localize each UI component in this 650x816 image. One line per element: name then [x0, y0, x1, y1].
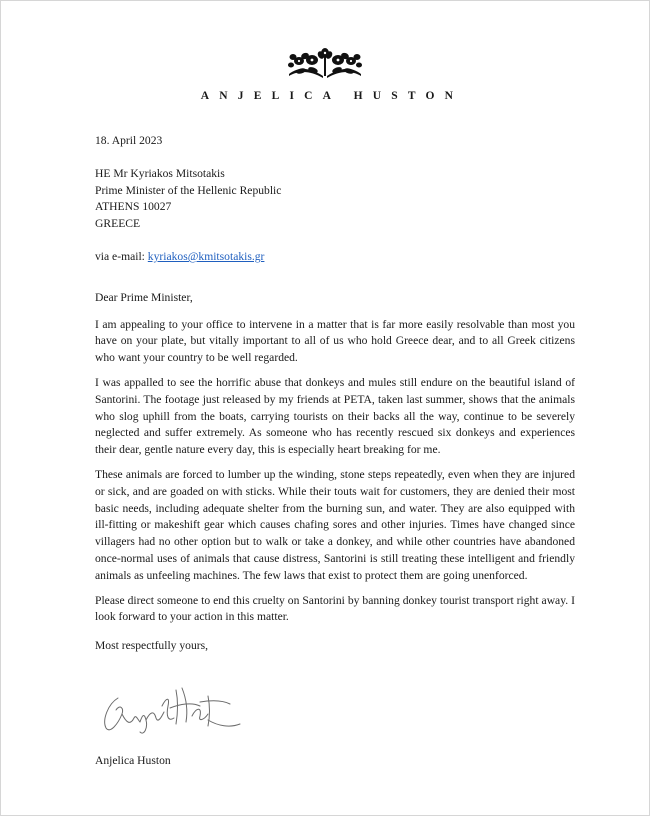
paragraph-4: Please direct someone to end this cruelty on Santorini by banning donkey tourist transport right away. I look forward to your action in this matter.: [95, 593, 575, 624]
letter-body: [95, 133, 575, 655]
salutation: Dear Prime Minister,: [95, 290, 193, 304]
letterhead-name: ANJELICA HUSTON: [200, 90, 464, 102]
paragraph-2: I was appalled to see the horrific abuse that donkeys and mules still endure on the beautiful island of Santorini. The footage just released by my friends at PETA, taken last summer, shows that the animals who slog uphill from the boats, carrying tourists on their backs all the way, continue to be severely neglected and suffer extremely. As someone who has recently rescued six donkeys and experiences their dear, gentle nature every day, this is especially heart breaking for me.: [95, 375, 575, 457]
recipient-name: HE Mr Kyriakos Mitsotakis: [95, 166, 225, 180]
email-line: [95, 249, 575, 266]
paragraph-3: These animals are forced to lumber up the winding, stone steps repeatedly, even when they are injured or sick, and are goaded on with sticks. While their touts wait for customers, they are denied their most basic needs, including adequate shelter from the burning sun, and water. They are also equipped with ill-fitting or makeshift gear which causes chafing sores and other injuries. Times have changed since villagers had no other option but to walk or take a donkey, and while other countries have abandoned once-normal uses of animals that cause distress, Santorini is still treating these intelligent and friendly animals as unfeeling machines. The few laws that exist to protect them are going unenforced.: [95, 467, 575, 582]
letter-date: 18. April 2023: [95, 134, 163, 147]
floral-crest-icon: [285, 46, 365, 82]
recipient-city: ATHENS 10027: [95, 200, 172, 214]
closing: Most respectfully yours,: [95, 639, 209, 653]
email-prefix: via e-mail:: [95, 249, 148, 263]
recipient-country: GREECE: [95, 217, 141, 231]
paragraph-1: I am appealing to your office to intervene in a matter that is far more easily resolvable than most you have on your plate, but vitally important to all of us who hold Greece dear, and to all Greek citizens who want your country to be well regarded.: [95, 317, 575, 365]
recipient-title: Prime Minister of the Hellenic Republic: [95, 183, 282, 197]
email-link[interactable]: kyriakos@kmitsotakis.gr: [147, 249, 265, 263]
handwritten-signature: [96, 676, 246, 746]
recipient-address: [95, 166, 575, 233]
signer-name: Anjelica Huston: [95, 754, 171, 767]
